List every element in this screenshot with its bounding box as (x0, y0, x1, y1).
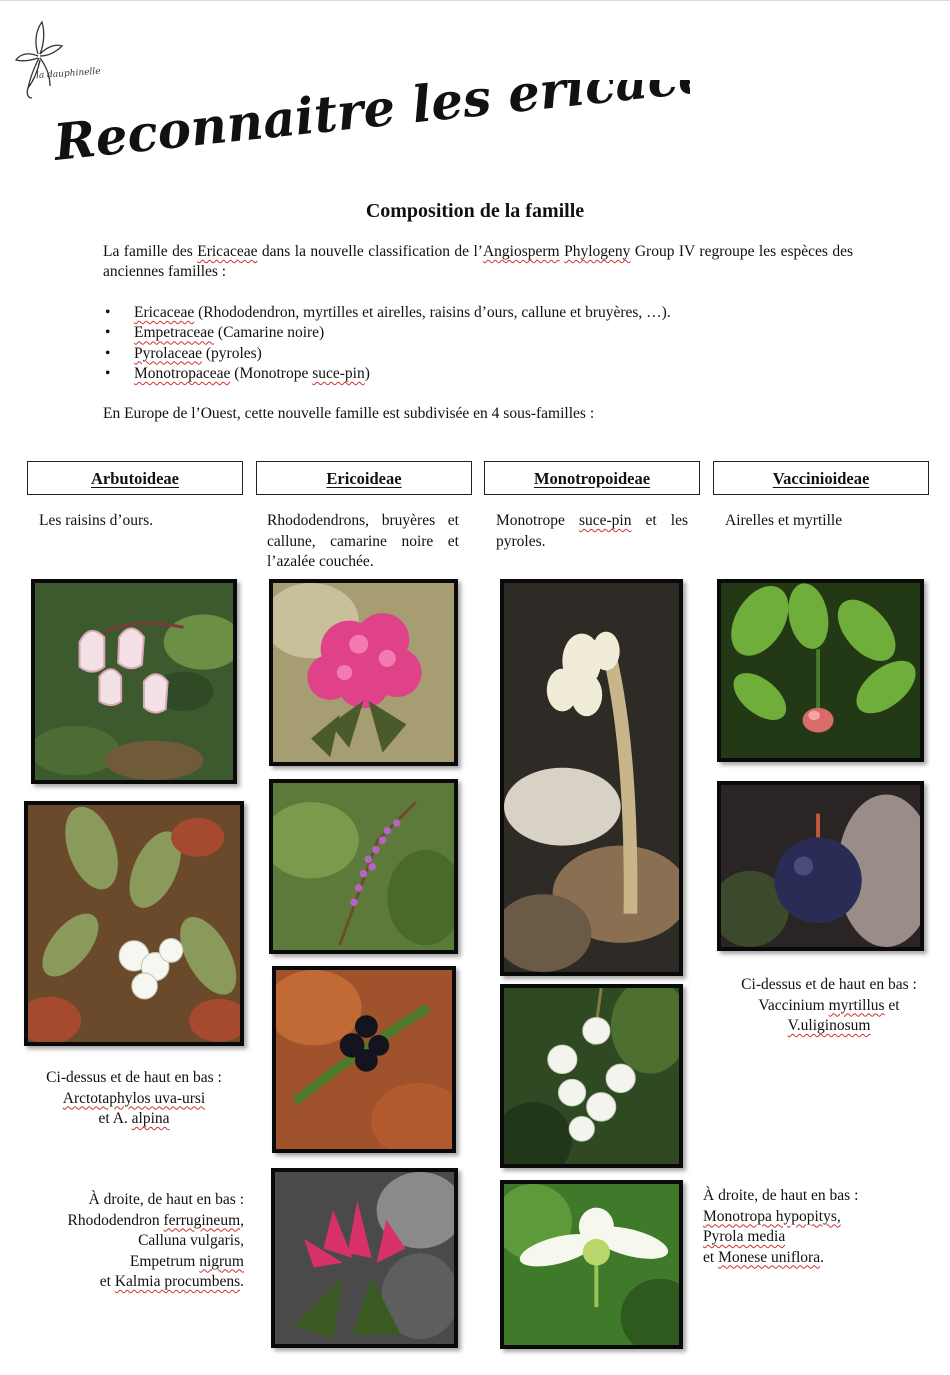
subfamily-header-ericoideae: Ericoideae (256, 461, 472, 495)
photo-pyrola-media (500, 984, 683, 1168)
subfamily-header-arbutoideae: Arbutoideae (27, 461, 243, 495)
photo-vaccinium-myrtillus (717, 579, 924, 762)
photo-arctostaphylos-uva-ursi (31, 579, 237, 784)
photo-kalmia-procumbens (271, 1168, 458, 1348)
photo-rhododendron-ferrugineum (269, 579, 458, 766)
subfamily-desc-vaccinioideae: Airelles et myrtille (725, 512, 843, 529)
photo-monotropa-hypopitys (500, 579, 683, 976)
list-item: • Empetraceae (Camarine noire) (103, 323, 671, 343)
page-title (50, 80, 690, 180)
photo-calluna-vulgaris (269, 779, 458, 954)
photo-arctostaphylos-alpina (24, 801, 244, 1046)
page-title-text: Reconnaitre les éricacées (51, 80, 690, 172)
caption-monotropoideae: À droite, de haut en bas : Monotropa hypopitys, Pyrola media et Monese uniflora. (703, 1187, 859, 1266)
family-list (103, 303, 671, 384)
subfamily-desc-monotropoideae: Monotrope suce-pin et les pyroles. (496, 512, 688, 550)
photo-empetrum-nigrum (272, 966, 456, 1153)
photo-moneses-uniflora (500, 1180, 683, 1349)
section-title: Composition de la famille (365, 200, 585, 222)
subdivision-text: En Europe de l’Ouest, cette nouvelle famille est subdivisée en 4 sous-familles : (103, 405, 595, 422)
intro-paragraph: La famille des Ericaceae dans la nouvelle classification de l’Angiosperm Phylogeny Group IV regroupe les espèces des anciennes familles : (103, 243, 854, 280)
subfamily-desc-arbutoideae: Les raisins d’ours. (39, 512, 154, 529)
logo-text: la dauphinelle (35, 66, 101, 82)
list-item: • Ericaceae (Rhododendron, myrtilles et airelles, raisins d’ours, callune et bruyères, …). (103, 303, 671, 323)
subfamily-header-monotropoideae: Monotropoideae (484, 461, 700, 495)
list-item: • Monotropaceae (Monotrope suce-pin) (103, 364, 671, 384)
subfamily-header-vaccinioideae: Vaccinioideae (713, 461, 929, 495)
photo-vaccinium-uliginosum (717, 781, 924, 951)
top-rule (0, 0, 950, 1)
list-item: • Pyrolaceae (pyroles) (103, 344, 671, 364)
caption-ericoideae: À droite, de haut en bas : Rhododendron ferrugineum, Calluna vulgaris, Empetrum nigrum et Kalmia procumbens. (67, 1191, 244, 1290)
caption-arbutoideae: Ci-dessus et de haut en bas : Arctotaphylos uva-ursi et A. alpina (46, 1069, 222, 1127)
subfamily-desc-ericoideae: Rhododendrons, bruyères et callune, camarine noire et l’azalée couchée. (267, 512, 459, 570)
caption-vaccinioideae: Ci-dessus et de haut en bas : Vaccinium myrtillus et V.uliginosum (741, 976, 917, 1034)
